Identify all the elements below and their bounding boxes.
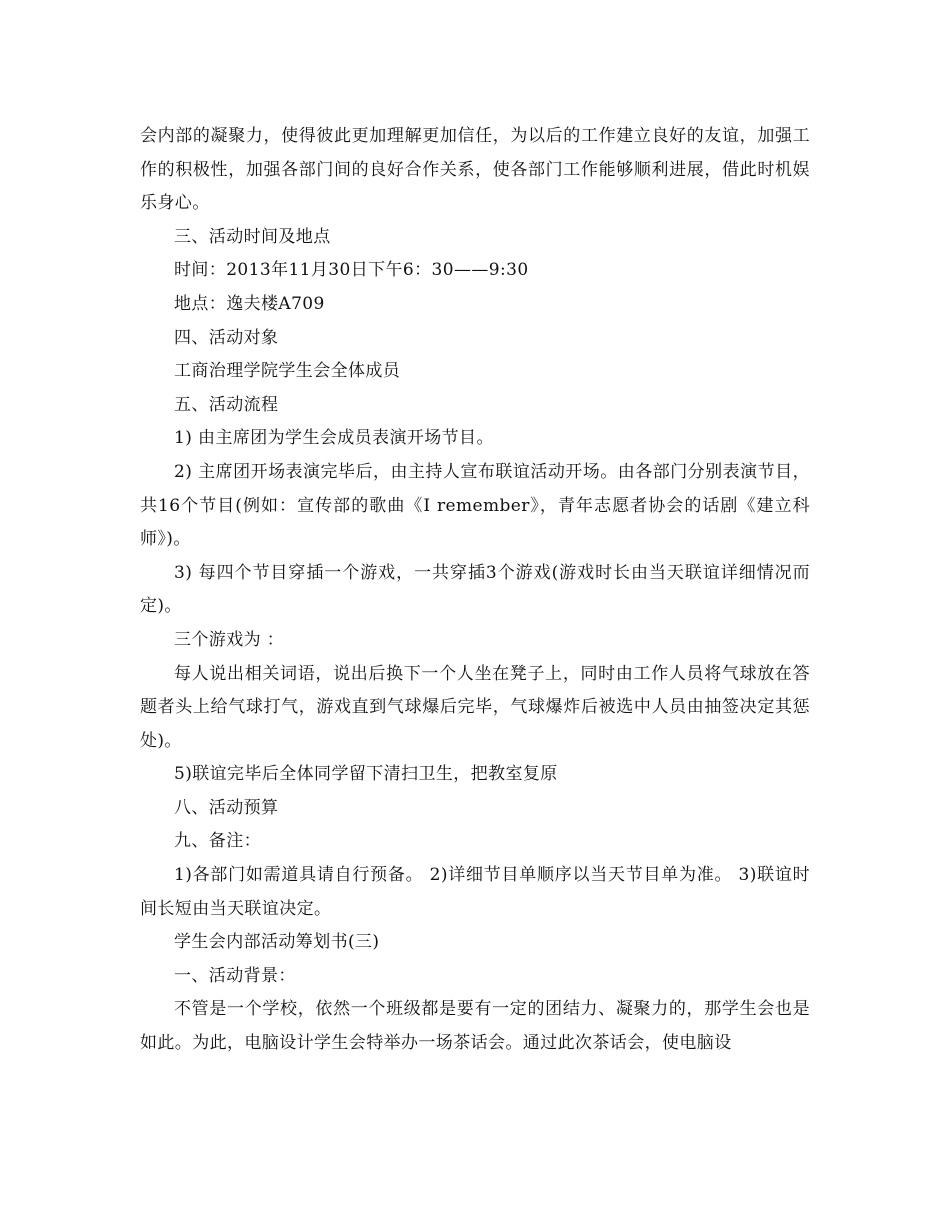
- paragraph: 2) 主席团开场表演完毕后，由主持人宣布联谊活动开场。由各部门分别表演节目，共16个节目(例如：宣传部的歌曲《I remember》，青年志愿者协会的话剧《建立科师》)。: [140, 461, 810, 550]
- paragraph: 三、活动时间及地点: [174, 226, 331, 247]
- paragraph: 会内部的凝聚力，使得彼此更加理解更加信任，为以后的工作建立良好的友谊，加强工作的积极性，加强各部门间的良好合作关系，使各部门工作能够顺利进展，借此时机娱乐身心。: [140, 126, 810, 214]
- paragraph: 九、备注：: [174, 831, 261, 852]
- paragraph: 五、活动流程: [174, 394, 279, 415]
- paragraph: 1) 由主席团为学生会成员表演开场节目。: [174, 428, 494, 449]
- paragraph: 四、活动对象: [174, 327, 279, 348]
- paragraph: 1)各部门如需道具请自行预备。 2)详细节目单顺序以当天节目单为准。 3)联谊时间长短由当天联谊决定。: [140, 865, 810, 919]
- paragraph: 学生会内部活动筹划书(三): [174, 932, 380, 953]
- paragraph: 时间：2013年11月30日下午6：30——9:30: [174, 260, 529, 281]
- paragraph: 工商治理学院学生会全体成员: [174, 361, 401, 382]
- paragraph: 5)联谊完毕后全体同学留下清扫卫生，把教室复原: [174, 764, 558, 785]
- paragraph: 每人说出相关词语，说出后换下一个人坐在凳子上，同时由工作人员将气球放在答题者头上给气球打气，游戏直到气球爆后完毕，气球爆炸后被选中人员由抽签决定其惩处)。: [140, 663, 810, 751]
- paragraph: 3) 每四个节目穿插一个游戏，一共穿插3个游戏(游戏时长由当天联谊详细情况而定)。: [140, 562, 810, 617]
- paragraph: 地点：逸夫楼A709: [174, 293, 325, 314]
- document-body: [140, 120, 810, 1061]
- paragraph: 三个游戏为 ：: [174, 629, 285, 650]
- paragraph: 不管是一个学校，依然一个班级都是要有一定的团结力、凝聚力的，那学生会也是如此。为此，电脑设计学生会特举办一场茶话会。通过此次茶话会，使电脑设: [140, 999, 810, 1054]
- paragraph: 八、活动预算: [174, 797, 279, 818]
- paragraph: 一、活动背景：: [174, 965, 296, 986]
